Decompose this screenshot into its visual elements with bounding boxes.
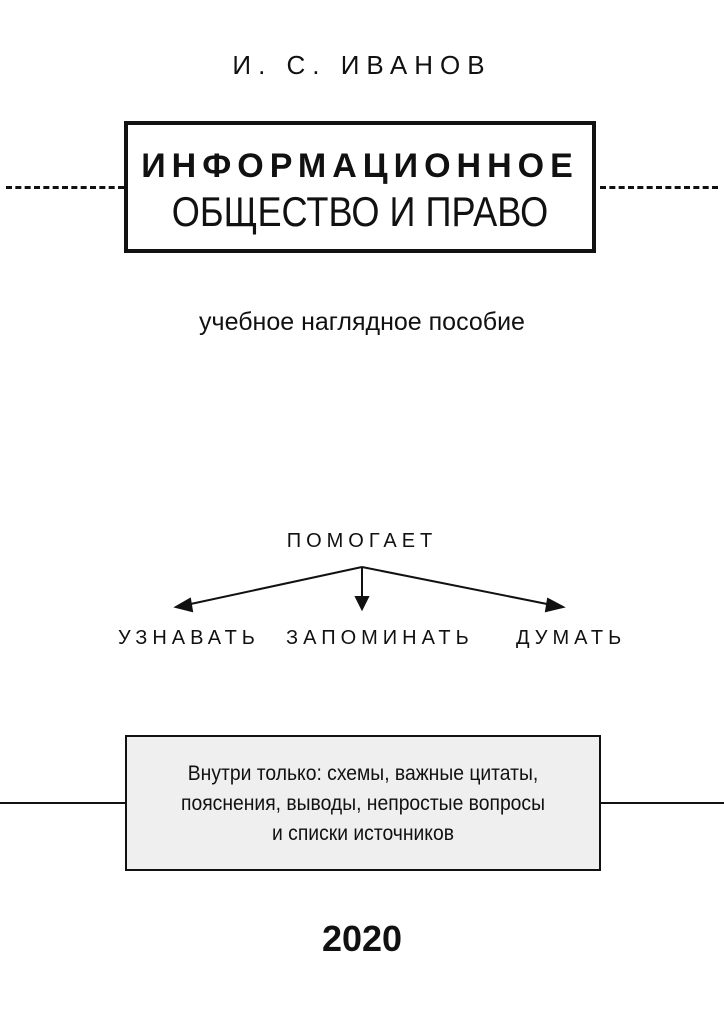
title-line-2: ОБЩЕСТВО И ПРАВО [171, 188, 549, 235]
arrow-right-line [362, 567, 552, 605]
right-solid-line [600, 802, 724, 804]
subtitle: учебное наглядное пособие [199, 308, 525, 336]
arrow-left-line [186, 567, 362, 605]
diagram-branch-learn: УЗНАВАТЬ [118, 627, 260, 649]
arrow-right-head [546, 599, 563, 611]
contents-note-line-1: Внутри только: схемы, важные цитаты, [187, 762, 539, 785]
arrow-center-head [356, 597, 368, 609]
arrow-left-head [176, 599, 192, 611]
diagram-branch-think: ДУМАТЬ [516, 627, 627, 649]
left-solid-line [0, 802, 126, 804]
contents-note-box [125, 735, 601, 871]
diagram-root-label: ПОМОГАЕТ [286, 530, 438, 552]
author-name: И. С. ИВАНОВ [232, 50, 492, 80]
title-line-1: ИНФОРМАЦИОННОЕ [141, 147, 579, 185]
contents-note-line-3: и списки источников [272, 822, 454, 845]
contents-note-line-2: пояснения, выводы, непростые вопросы [180, 792, 545, 815]
diagram-branch-remember: ЗАПОМИНАТЬ [286, 627, 474, 649]
publication-year: 2020 [321, 918, 403, 959]
